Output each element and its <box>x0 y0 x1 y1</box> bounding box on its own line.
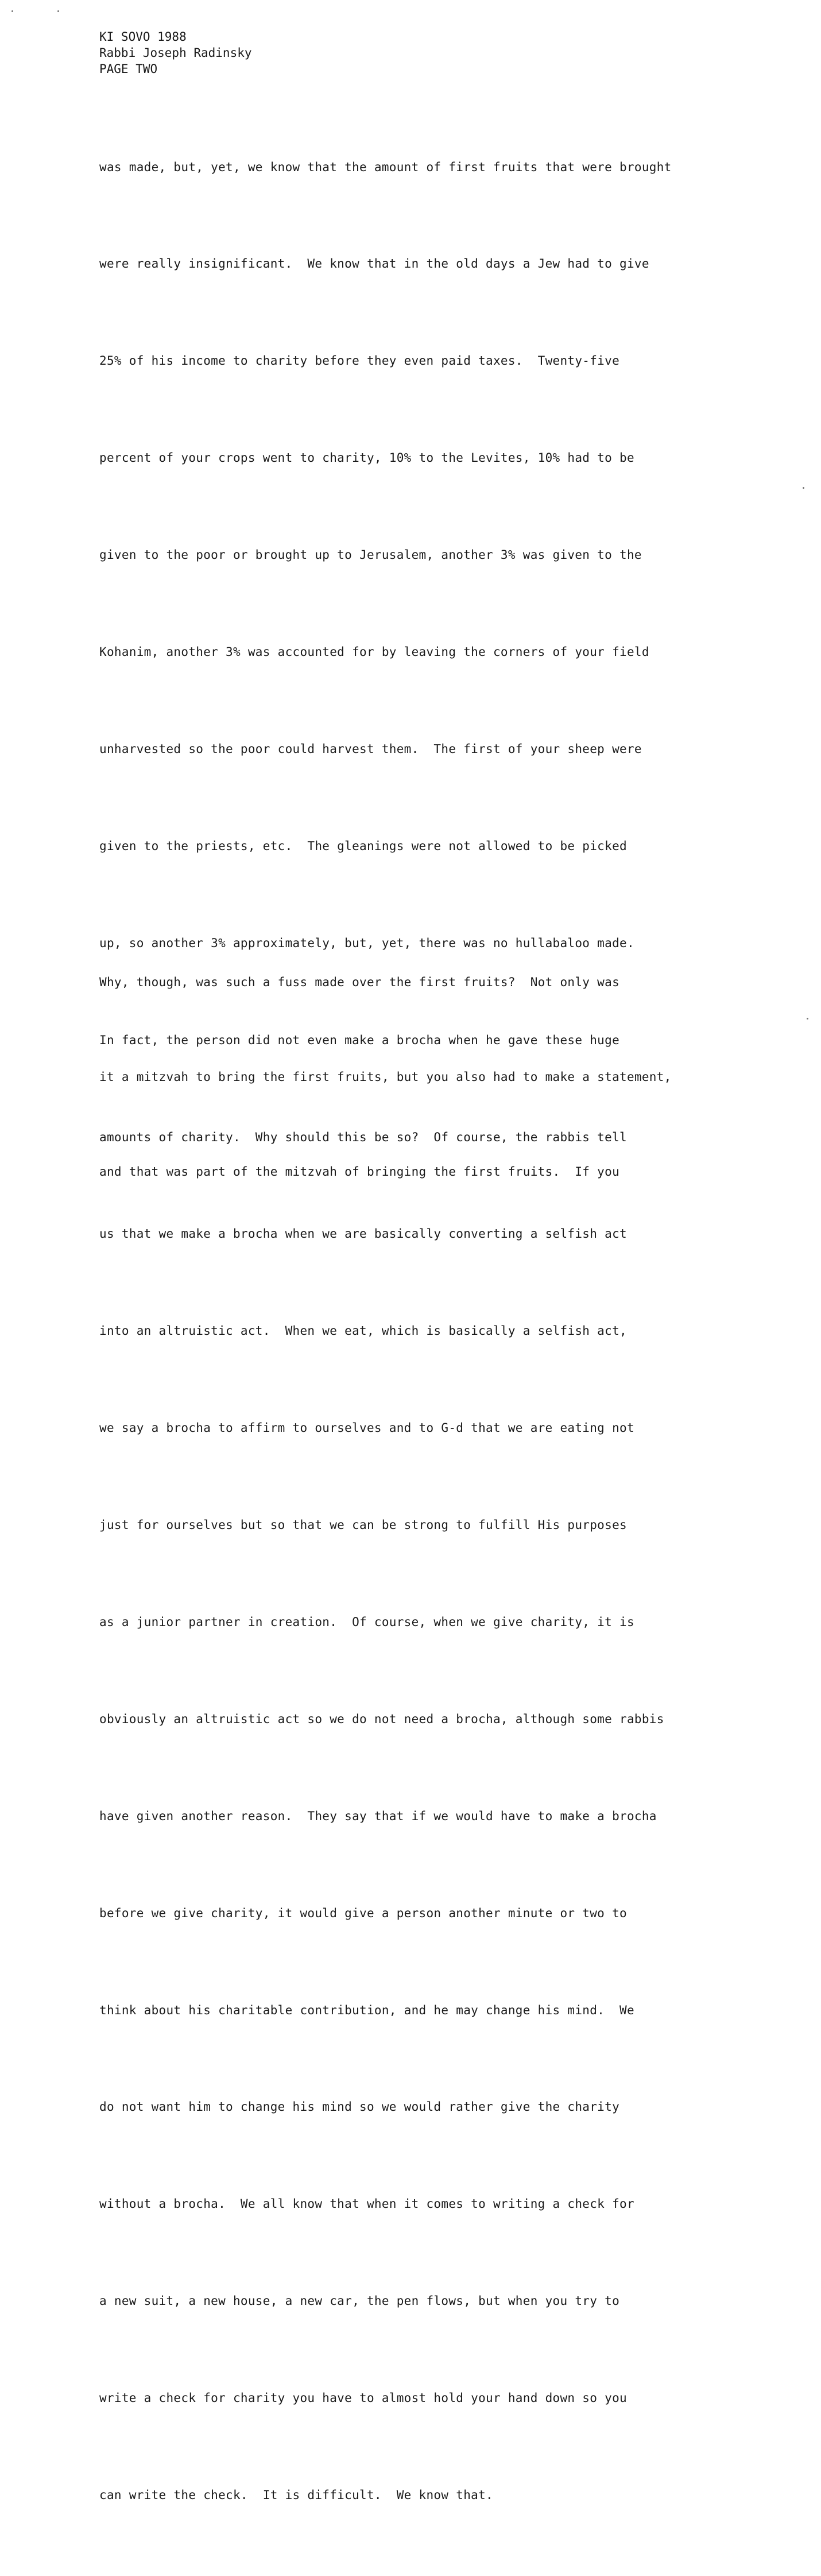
text-line: do not want him to change his mind so we would rather give the charity <box>99 2100 620 2114</box>
text-line: 25% of his income to charity before they even paid taxes. Twenty-five <box>99 354 620 368</box>
text-line: was made, but, yet, we know that the amount of first fruits that were brought <box>99 160 672 174</box>
text-line: us that we make a brocha when we are basically converting a selfish act <box>99 1227 627 1241</box>
text-line: obviously an altruistic act so we do not need a brocha, although some rabbis <box>99 1712 664 1726</box>
scan-speck <box>803 487 804 489</box>
text-line: we say a brocha to affirm to ourselves and to G-d that we are eating not <box>99 1421 634 1435</box>
text-line: given to the priests, etc. The gleanings were not allowed to be picked <box>99 839 627 853</box>
document-author: Rabbi Joseph Radinsky <box>99 46 252 60</box>
text-line: unharvested so the poor could harvest them. The first of your sheep were <box>99 741 642 756</box>
text-line: without a brocha. We all know that when it comes to writing a check for <box>99 2197 634 2211</box>
document-title: KI SOVO 1988 <box>99 30 187 44</box>
text-line: and that was part of the mitzvah of bringing the first fruits. If you <box>99 1165 620 1179</box>
text-line: write a check for charity you have to almost hold your hand down so you <box>99 2391 627 2405</box>
text-line: amounts of charity. Why should this be so? Of course, the rabbis tell <box>99 1130 627 1144</box>
text-line: given to the poor or brought up to Jerusalem, another 3% was given to the <box>99 548 642 562</box>
scan-speck <box>57 10 59 12</box>
page-label: PAGE TWO <box>99 62 158 76</box>
text-line: have given another reason. They say that if we would have to make a brocha <box>99 1809 657 1823</box>
paragraph-1 <box>99 86 672 2576</box>
text-line: Why, though, was such a fuss made over the first fruits? Not only was <box>99 975 620 989</box>
text-line: think about his charitable contribution, and he may change his mind. We <box>99 2003 634 2017</box>
text-line: into an altruistic act. When we eat, which is basically a selfish act, <box>99 1324 627 1338</box>
text-line: Kohanim, another 3% was accounted for by leaving the corners of your field <box>99 645 649 659</box>
text-line: up, so another 3% approximately, but, yet, there was no hullabaloo made. <box>99 936 634 950</box>
text-line: before we give charity, it would give a person another minute or two to <box>99 1906 627 1920</box>
paragraph-2 <box>99 903 672 1251</box>
text-line: were really insignificant. We know that in the old days a Jew had to give <box>99 257 649 271</box>
scan-speck <box>11 10 13 12</box>
text-line: percent of your crops went to charity, 10% to the Levites, 10% had to be <box>99 451 634 465</box>
text-line: can write the check. It is difficult. We know that. <box>99 2488 493 2502</box>
scan-speck <box>807 1018 808 1019</box>
text-line: just for ourselves but so that we can be strong to fulfill His purposes <box>99 1518 627 1532</box>
text-line: a new suit, a new house, a new car, the pen flows, but when you try to <box>99 2294 620 2308</box>
text-line: In fact, the person did not even make a brocha when he gave these huge <box>99 1033 620 1047</box>
text-line: it a mitzvah to bring the first fruits, but you also had to make a statement, <box>99 1070 672 1084</box>
document-header <box>99 29 252 77</box>
text-line: as a junior partner in creation. Of course, when we give charity, it is <box>99 1615 634 1629</box>
